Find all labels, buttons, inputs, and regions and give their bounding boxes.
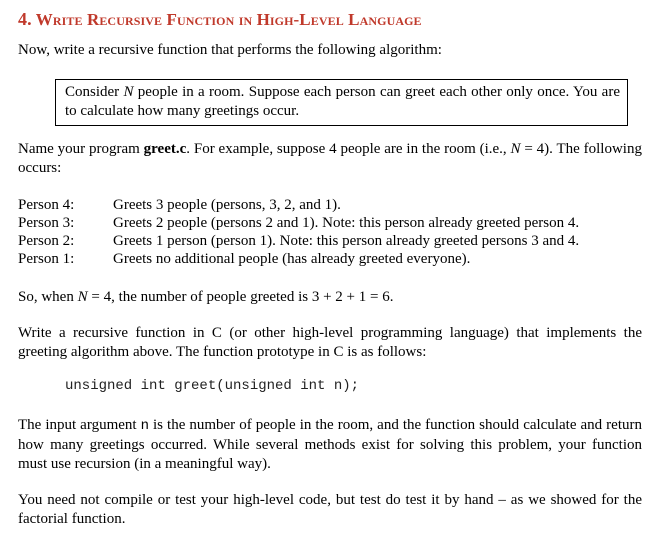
list-item (18, 214, 642, 232)
list-item (18, 196, 642, 214)
summary-paragraph: So, when N = 4, the number of people greeted is 3 + 2 + 1 = 6. (18, 289, 394, 305)
name-paragraph: Name your program greet.c. For example, suppose 4 people are in the room (i.e., N = 4). The following occurs: (18, 141, 642, 176)
list-item (18, 250, 642, 268)
argument-n: n (140, 418, 149, 434)
variable-n: N (123, 84, 134, 100)
section-title: Write Recursive Function in High-Level Language (35, 10, 422, 29)
function-prototype: unsigned int greet(unsigned int n); (65, 378, 360, 394)
person-label: Person 4: (18, 197, 75, 213)
person-description: Greets 1 person (person 1). Note: this person already greeted persons 3 and 4. (113, 233, 580, 249)
person-label: Person 2: (18, 233, 75, 249)
write-paragraph: Write a recursive function in C (or other high-level programming language) that implements the greeting algorithm above. The function prototype in C is as follows: (18, 325, 642, 360)
program-filename: greet.c (143, 141, 187, 157)
person-label: Person 3: (18, 215, 75, 231)
person-description: Greets 2 people (persons 2 and 1). Note: this person already greeted person 4. (113, 215, 580, 231)
input-paragraph: The input argument n is the number of people in the room, and the function should calculate and return how many greetings occurred. While several methods exist for solving this problem, your function must use recursion (in a meaningful way). (18, 417, 642, 472)
person-label: Person 1: (18, 251, 75, 267)
problem-box: Consider N people in a room. Suppose each person can greet each other only once. You are to calculate how many greetings occur. (55, 79, 628, 126)
section-heading (18, 8, 422, 31)
person-description: Greets no additional people (has already greeted everyone). (113, 251, 471, 267)
list-item (18, 232, 642, 250)
person-description: Greets 3 people (persons, 3, 2, and 1). (113, 197, 341, 213)
section-number: 4. (18, 9, 32, 29)
final-paragraph: You need not compile or test your high-level code, but test do test it by hand – as we showed for the factorial function. (18, 492, 642, 527)
persons-list (18, 196, 642, 268)
intro-paragraph: Now, write a recursive function that performs the following algorithm: (18, 42, 442, 58)
